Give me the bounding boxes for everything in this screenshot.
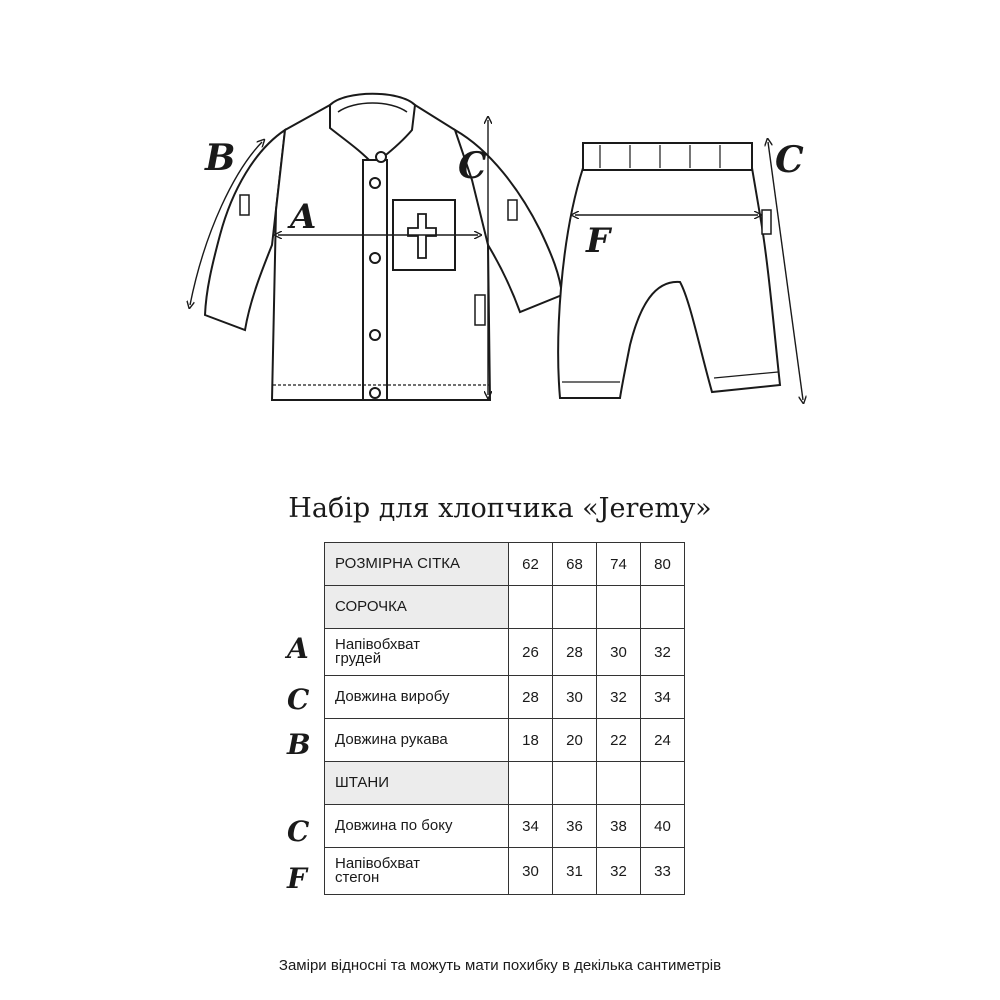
shirt-drawing [205, 94, 562, 400]
row-marker-f: F [287, 862, 307, 895]
size-column-header: 74 [597, 543, 641, 586]
section-row-shirt [325, 586, 685, 629]
row-marker-c-shirt: C [287, 683, 310, 716]
garment-diagram [0, 0, 1000, 440]
section-label-pants: ШТАНИ [325, 762, 509, 805]
page-title: Набір для хлопчика «Jeremy» [288, 493, 712, 524]
shirt-label-a: A [290, 197, 317, 237]
table-cell: 34 [641, 676, 685, 719]
table-row [325, 848, 685, 895]
pants-label-c: C [775, 139, 804, 181]
size-table [324, 542, 685, 895]
table-cell: 32 [597, 676, 641, 719]
section-row-pants [325, 762, 685, 805]
table-cell: 24 [641, 719, 685, 762]
table-cell: 32 [597, 848, 641, 895]
table-cell: 30 [553, 676, 597, 719]
measurement-label: Довжина рукава [325, 719, 509, 762]
row-marker-a: A [287, 632, 309, 665]
measurement-label: Напівобхват стегон [325, 848, 509, 895]
table-cell: 34 [509, 805, 553, 848]
section-label-shirt: СОРОЧКА [325, 586, 509, 629]
table-cell: 18 [509, 719, 553, 762]
footnote: Заміри відносні та можуть мати похибку в декілька сантиметрів [278, 957, 722, 974]
row-marker-b: B [287, 728, 311, 761]
table-header-label: РОЗМІРНА СІТКА [325, 543, 509, 586]
table-cell: 40 [641, 805, 685, 848]
table-cell: 22 [597, 719, 641, 762]
table-row [325, 805, 685, 848]
shirt-label-b: B [205, 137, 236, 179]
table-header-row [325, 543, 685, 586]
measurement-label: Довжина виробу [325, 676, 509, 719]
table-cell: 38 [597, 805, 641, 848]
table-cell: 26 [509, 629, 553, 676]
table-cell: 30 [597, 629, 641, 676]
pants-label-f: F [586, 221, 611, 261]
table-row [325, 676, 685, 719]
table-cell: 31 [553, 848, 597, 895]
pants-drawing [558, 143, 780, 398]
size-column-header: 68 [553, 543, 597, 586]
measurement-label: Напівобхват грудей [325, 629, 509, 676]
table-cell: 32 [641, 629, 685, 676]
table-cell: 36 [553, 805, 597, 848]
table-cell: 28 [553, 629, 597, 676]
table-row [325, 719, 685, 762]
table-cell: 30 [509, 848, 553, 895]
table-row [325, 629, 685, 676]
size-column-header: 80 [641, 543, 685, 586]
measurement-label: Довжина по боку [325, 805, 509, 848]
shirt-label-c: C [458, 145, 487, 187]
pants-waistband [583, 143, 752, 170]
size-column-header: 62 [509, 543, 553, 586]
pants-body [558, 168, 780, 398]
table-cell: 28 [509, 676, 553, 719]
row-marker-c-pants: C [287, 815, 310, 848]
table-cell: 33 [641, 848, 685, 895]
table-cell: 20 [553, 719, 597, 762]
